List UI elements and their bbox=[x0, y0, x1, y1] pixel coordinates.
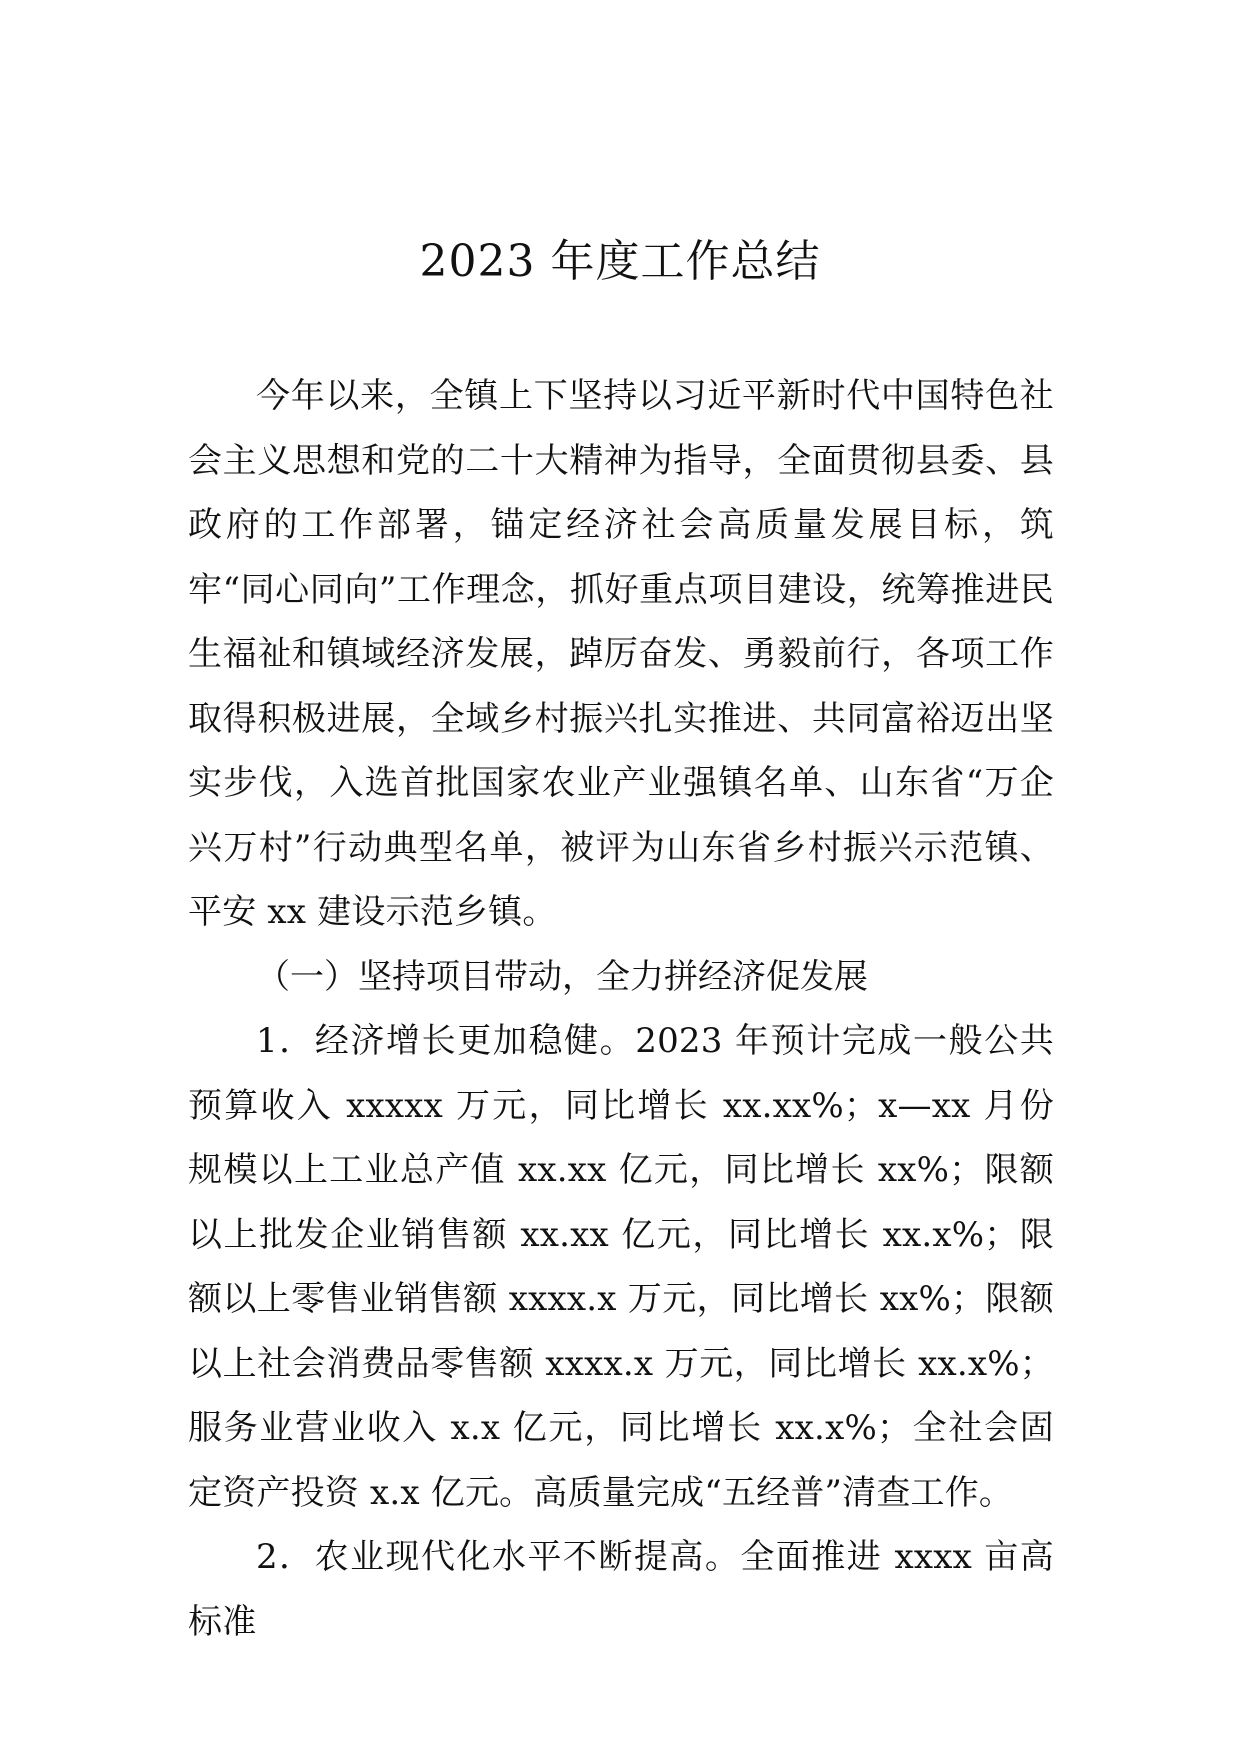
economic-growth-paragraph: 1．经济增长更加稳健。2023 年预计完成一般公共预算收入 xxxxx 万元，同比增长 xx.xx%；x—xx 月份规模以上工业总产值 xx.xx 亿元，同比增长 xx%；限额以上批发企业销售额 xx.xx 亿元，同比增长 xx.x%；限额以上零售业销售额 xxxx.x 万元，同比增长 xx%；限额以上社会消费品零售额 xxxx.x 万元，同比增长 xx.x%；服务业营业收入 x.x 亿元，同比增长 xx.x%；全社会固定资产投资 x.x 亿元。高质量完成“五经普”清查工作。 bbox=[188, 1021, 1054, 1513]
document-title: 2023 年度工作总结 bbox=[419, 236, 821, 287]
section-heading: （一）坚持项目带动，全力拼经济促发展 bbox=[256, 956, 868, 997]
agriculture-paragraph: 2．农业现代化水平不断提高。全面推进 xxxx 亩高标准 bbox=[188, 1537, 1054, 1642]
intro-paragraph: 今年以来，全镇上下坚持以习近平新时代中国特色社会主义思想和党的二十大精神为指导，全面贯彻县委、县政府的工作部署，锚定经济社会高质量发展目标，筑牢“同心同向”工作理念，抓好重点项目建设，统筹推进民生福祉和镇域经济发展，踔厉奋发、勇毅前行，各项工作取得积极进展，全域乡村振兴扎实推进、共同富裕迈出坚实步伐，入选首批国家农业产业强镇名单、山东省“万企兴万村”行动典型名单，被评为山东省乡村振兴示范镇、平安 xx 建设示范乡镇。 bbox=[188, 376, 1054, 932]
document-body bbox=[188, 364, 1054, 1654]
